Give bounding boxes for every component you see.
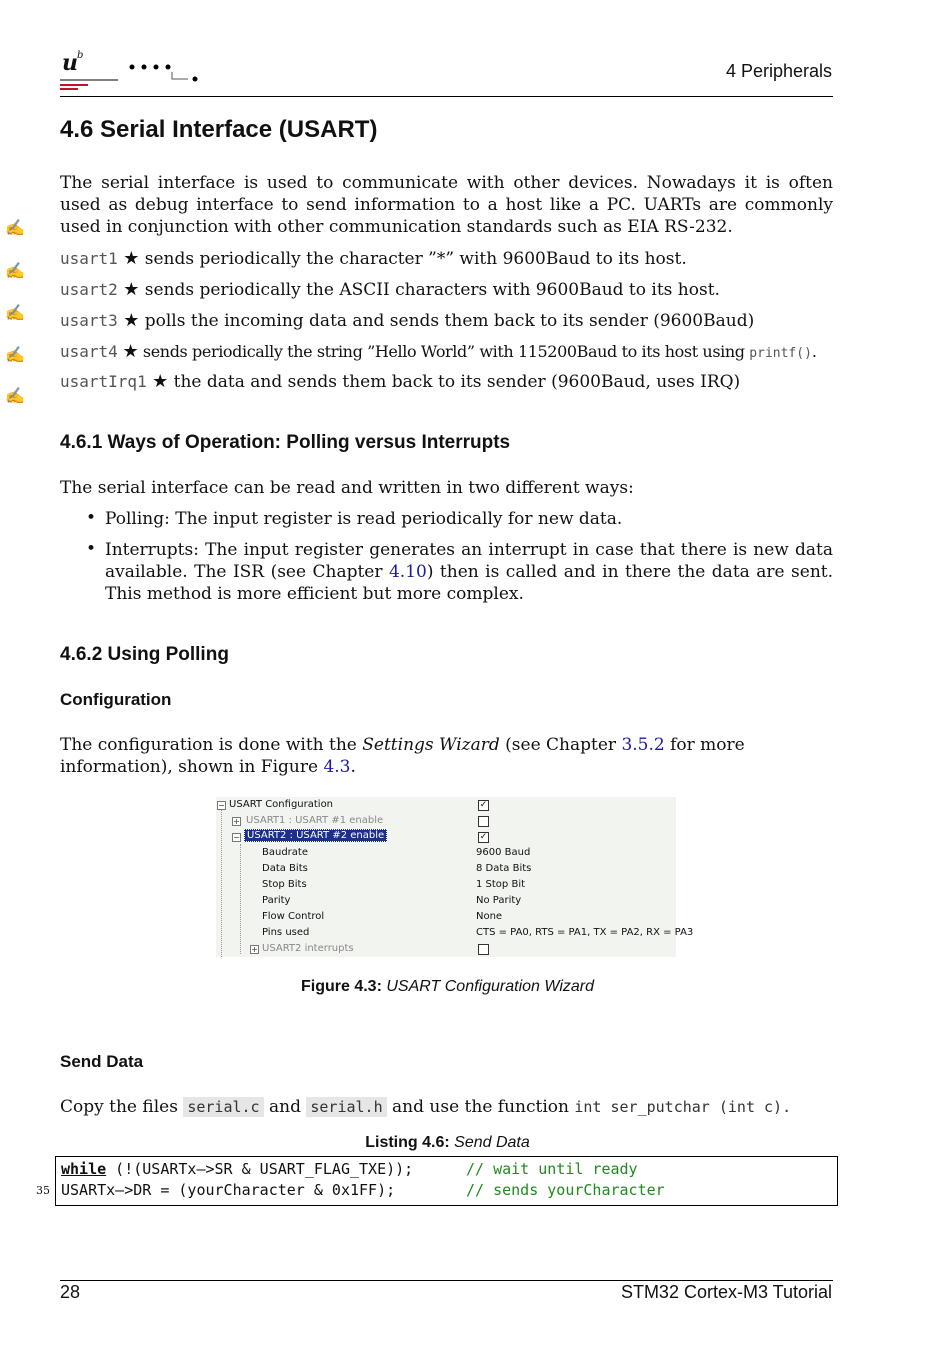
bullet-polling: Polling: The input register is read periodically for new data. bbox=[105, 509, 623, 529]
collapse-icon[interactable]: − bbox=[233, 833, 240, 842]
text-part: (see Chapter bbox=[499, 735, 622, 755]
figure-link-4-3[interactable]: 4.3 bbox=[323, 757, 351, 777]
wizard-row-label: Baudrate bbox=[262, 847, 308, 858]
subsection-title: 4.6.1 Ways of Operation: Polling versus Interrupts bbox=[60, 432, 511, 453]
bullet-interrupts bbox=[105, 539, 833, 605]
subsection-intro: The serial interface can be read and written in two different ways: bbox=[60, 478, 634, 498]
text-part: The configuration is done with the bbox=[60, 735, 363, 755]
wizard-row-label: Flow Control bbox=[262, 911, 325, 922]
star-icon: ★ bbox=[123, 248, 140, 269]
selected-row-text[interactable]: USART2 : USART #2 enable bbox=[244, 829, 387, 842]
example-item bbox=[60, 371, 740, 393]
footer-rule bbox=[60, 1280, 833, 1281]
bullet-marker: • bbox=[86, 539, 97, 559]
file-serial-c: serial.c bbox=[183, 1097, 263, 1117]
example-name: usart3 bbox=[60, 311, 118, 330]
code-line bbox=[61, 1160, 413, 1178]
wizard-row-value[interactable]: 1 Stop Bit bbox=[476, 879, 526, 890]
example-name: usart1 bbox=[60, 249, 118, 268]
star-icon: ★ bbox=[123, 279, 140, 300]
wizard-row-value[interactable]: 8 Data Bits bbox=[476, 863, 532, 874]
expand-icon[interactable]: + bbox=[251, 945, 258, 954]
code-line bbox=[61, 1181, 395, 1199]
running-title: 4 Peripherals bbox=[725, 61, 832, 81]
example-item bbox=[60, 310, 754, 332]
text-part: . bbox=[350, 757, 356, 777]
example-text: sends periodically the string ”Hello World” with 115200Baud to its host using bbox=[142, 342, 745, 361]
example-item bbox=[60, 341, 817, 365]
example-item bbox=[60, 248, 687, 270]
example-text: sends periodically the ASCII characters with 9600Baud to its host. bbox=[144, 280, 720, 300]
usart-configuration-wizard bbox=[216, 797, 694, 957]
bullet-text-part: ) then is called and in there the data are sent. This method is more efficient but more complex. bbox=[105, 562, 834, 604]
configuration-heading: Configuration bbox=[60, 690, 172, 709]
example-name: usartIrq1 bbox=[60, 372, 147, 391]
example-code: printf() bbox=[749, 346, 812, 361]
pencil-hand-icon: ✍ bbox=[5, 345, 25, 364]
pencil-hand-icon: ✍ bbox=[5, 303, 25, 322]
code-listing bbox=[55, 1156, 838, 1206]
subsection-title: 4.6.2 Using Polling bbox=[60, 644, 229, 665]
wizard-row-value[interactable]: None bbox=[476, 911, 503, 922]
text-part: for more information), shown in Figure bbox=[60, 735, 745, 777]
send-data-heading: Send Data bbox=[60, 1052, 144, 1071]
example-text: sends periodically the character ”*” with 9600Baud to its host. bbox=[144, 249, 687, 269]
bullet-marker: • bbox=[86, 508, 97, 528]
star-icon: ★ bbox=[122, 341, 139, 362]
star-icon: ★ bbox=[152, 371, 169, 392]
wizard-row-label-selected[interactable] bbox=[244, 830, 387, 841]
chapter-link-4-10[interactable]: 4.10 bbox=[388, 562, 427, 582]
send-data-text bbox=[60, 1096, 833, 1118]
logo-superscript: b bbox=[77, 50, 84, 61]
function-signature: int ser_putchar (int c). bbox=[574, 1098, 792, 1116]
star-icon: ★ bbox=[123, 310, 140, 331]
listing-caption bbox=[0, 1134, 895, 1152]
code-comment: // sends yourCharacter bbox=[466, 1181, 665, 1199]
university-logo bbox=[60, 50, 210, 96]
wizard-row-label: Pins used bbox=[262, 927, 310, 938]
example-name: usart4 bbox=[60, 342, 118, 361]
code-line-number: 35 bbox=[36, 1184, 50, 1197]
page-number: 28 bbox=[60, 1282, 81, 1302]
logo-letter: u bbox=[62, 50, 78, 76]
pencil-hand-icon: ✍ bbox=[5, 218, 25, 237]
code-text: USARTx–>DR = (yourCharacter & 0x1FF); bbox=[61, 1181, 396, 1199]
pencil-hand-icon: ✍ bbox=[5, 261, 25, 280]
code-comment: // wait until ready bbox=[466, 1160, 638, 1178]
code-keyword: while bbox=[61, 1160, 107, 1178]
example-text: the data and sends them back to its sender (9600Baud, uses IRQ) bbox=[173, 372, 741, 392]
wizard-row-label[interactable]: USART2 interrupts bbox=[262, 943, 354, 954]
pencil-hand-icon: ✍ bbox=[5, 386, 25, 405]
wizard-row-value[interactable]: CTS = PA0, RTS = PA1, TX = PA2, RX = PA3 bbox=[476, 927, 694, 938]
wizard-row-label: Data Bits bbox=[262, 863, 308, 874]
text-part: and bbox=[263, 1097, 307, 1117]
checkbox-checked-icon[interactable]: ✓ bbox=[479, 800, 488, 810]
text-part: Copy the files bbox=[60, 1097, 184, 1117]
checkbox-unchecked-icon[interactable] bbox=[478, 944, 489, 955]
text-part: and use the function bbox=[386, 1097, 575, 1117]
listing-label: Listing 4.6: bbox=[365, 1134, 450, 1151]
wizard-row-label: Parity bbox=[262, 895, 291, 906]
bullet-text-part: Interrupts: The input register generates an interrupt in case that there is new data available. The ISR (see Chapter bbox=[105, 540, 833, 582]
settings-wizard-term: Settings Wizard bbox=[362, 735, 500, 755]
wizard-row-value[interactable]: 9600 Baud bbox=[476, 847, 531, 858]
collapse-icon[interactable]: − bbox=[218, 801, 225, 810]
file-serial-h: serial.h bbox=[306, 1097, 386, 1117]
wizard-row-label[interactable]: USART1 : USART #1 enable bbox=[246, 815, 384, 826]
figure-caption-text: USART Configuration Wizard bbox=[386, 978, 594, 995]
listing-caption-text: Send Data bbox=[454, 1134, 530, 1151]
checkbox-checked-icon[interactable]: ✓ bbox=[479, 832, 488, 842]
wizard-row-label: Stop Bits bbox=[262, 879, 307, 890]
configuration-text bbox=[60, 734, 833, 778]
chapter-link-3-5-2[interactable]: 3.5.2 bbox=[621, 735, 665, 755]
example-item bbox=[60, 279, 720, 301]
example-end: . bbox=[811, 342, 817, 361]
code-text: (!(USARTx–>SR & USART_FLAG_TXE)); bbox=[106, 1160, 414, 1178]
example-name: usart2 bbox=[60, 280, 118, 299]
example-text: polls the incoming data and sends them back to its sender (9600Baud) bbox=[144, 311, 755, 331]
wizard-row-value[interactable]: No Parity bbox=[476, 895, 522, 906]
wizard-row-label[interactable]: USART Configuration bbox=[229, 799, 334, 810]
section-intro: The serial interface is used to communicate with other devices. Nowadays it is often used as debug interface to send information to a host like a PC. UARTs are commonly used in conjunction with other communication standards such as EIA RS-232. bbox=[60, 173, 833, 237]
checkbox-unchecked-icon[interactable] bbox=[478, 816, 489, 827]
figure-label: Figure 4.3: bbox=[301, 978, 382, 995]
footer-title: STM32 Cortex-M3 Tutorial bbox=[620, 1282, 832, 1302]
section-title: 4.6 Serial Interface (USART) bbox=[60, 116, 378, 143]
header-rule bbox=[60, 96, 833, 97]
figure-caption bbox=[0, 978, 895, 996]
expand-icon[interactable]: + bbox=[233, 817, 240, 826]
